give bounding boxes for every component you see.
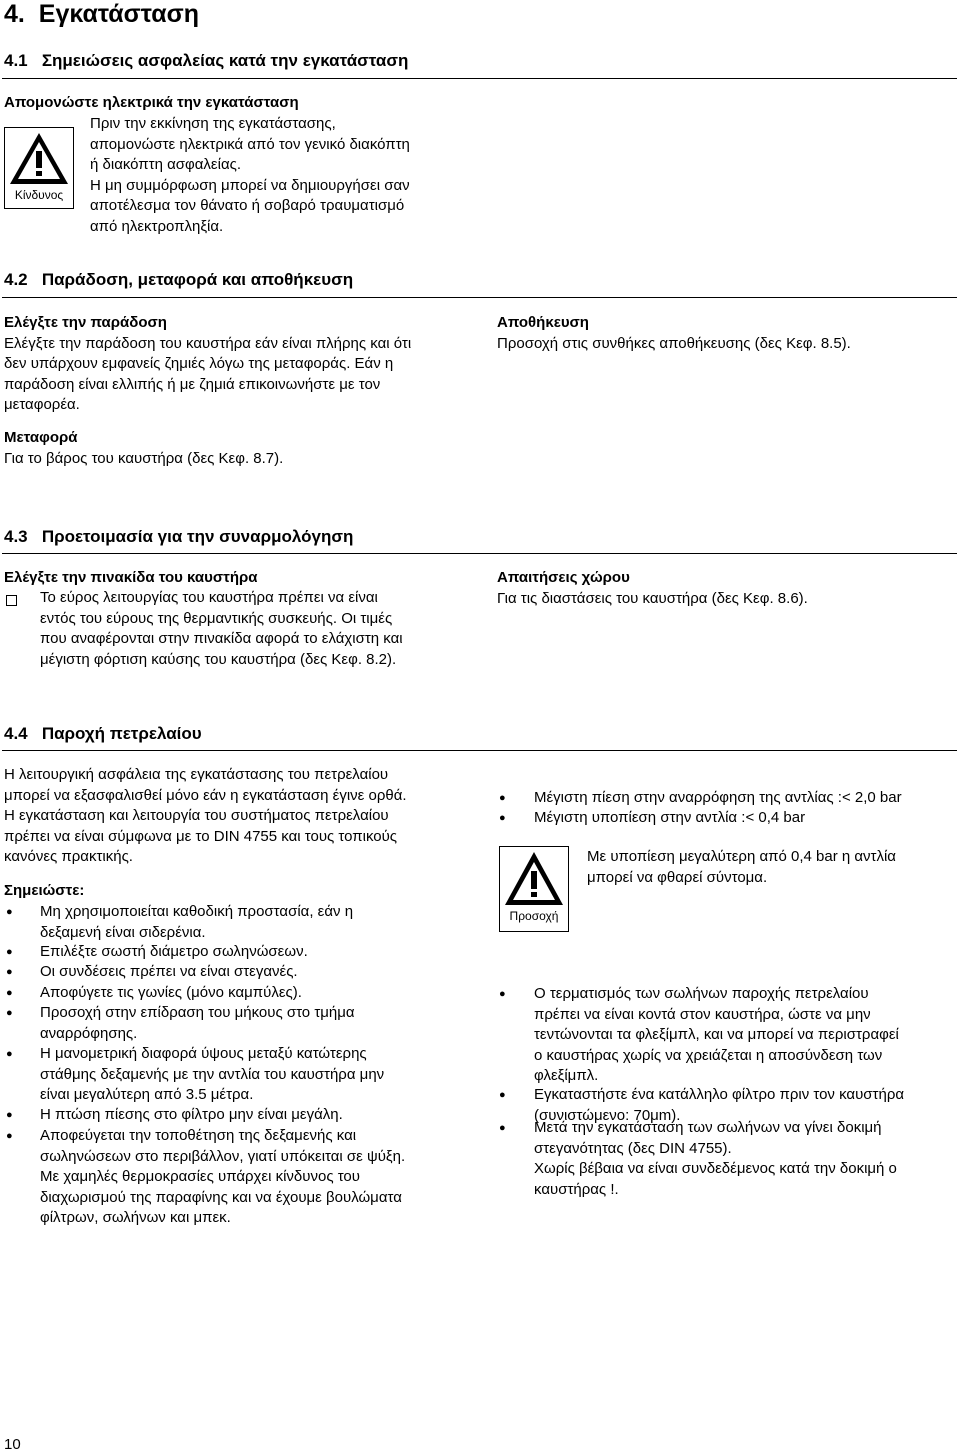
bullet-icon: ● [499,988,506,1000]
section-4-3-heading [4,527,353,547]
bullet-icon: ● [6,946,13,958]
list-item [534,984,899,1087]
chapter-heading [4,0,199,29]
text-line: πρέπει να είναι σύμφωνα με το DIN 4755 και τους τοπικούς [4,827,398,845]
section-divider [2,553,957,554]
caution-warning-box [499,846,569,932]
danger-warning-icon [5,128,73,190]
section-title: Παράδοση, μεταφορά και αποθήκευση [41,270,354,289]
text-line: Το εύρος λειτουργίας του καυστήρα πρέπει να είναι [40,589,378,606]
text-line: δεξαμενή είναι σιδερένια. [40,923,206,941]
text-line: Η λειτουργική ασφάλεια της εγκατάστασης του πετρελαίου [4,766,389,783]
list-item: Μέγιστη πίεση στην αναρρόφηση της αντλίας :< 2,0 bar [534,789,902,806]
bullet-icon: ● [6,1048,13,1060]
text-line: Η μανομετρική διαφορά ύψους μεταξύ κατώτερης [40,1045,367,1062]
bullet-icon: ● [499,812,506,824]
note-heading: Σημειώστε: [4,882,85,899]
list-item [40,902,353,943]
bullet-icon: ● [499,1122,506,1134]
text-line: κανόνες πρακτικής. [4,848,133,865]
text-line: Η εγκατάσταση και λειτουργία του συστήματος πετρελαίου [4,807,389,824]
text-line: Με υποπίεση μεγαλύτερη από 0,4 bar η αντλία [587,848,896,865]
section-divider [2,750,957,751]
list-item: Οι συνδέσεις πρέπει να είναι στεγανές. [40,963,298,980]
text-line: ή διακόπτη ασφαλείας. [90,156,242,173]
text-line: Με χαμηλές θερμοκρασίες υπάρχει κίνδυνος του [40,1168,360,1185]
text-line: Χωρίς βέβαια να είναι συνδεδέμενος κατά την δοκιμή ο [534,1160,897,1177]
text-line: Αποφεύγεται την τοποθέτηση της δεξαμενής και [40,1127,357,1144]
transport-block [4,428,283,469]
chapter-number: 4. [4,0,25,28]
text-line: φίλτρων, σωλήνων και μπεκ. [40,1209,231,1226]
text-line: φλεξίμπλ. [534,1067,599,1084]
oil-intro [4,765,479,868]
text-line: Ελέγξτε την παράδοση του καυστήρα εάν είναι πλήρης και ότι [4,334,412,352]
space-block [497,568,808,609]
storage-block [497,313,851,354]
section-number: 4.4 [4,724,28,743]
text-line: (συνιστώμενο: 70μm). [534,1106,681,1124]
check-delivery-block [4,313,474,416]
section-title: Προετοιμασία για την συναρμολόγηση [41,527,354,546]
text-line: τεντώνονται τα φλεξίμπλ, και να μπορεί να περιστραφεί [534,1026,899,1043]
checkbox-square-icon [6,595,17,606]
text-line: δεν υπάρχουν εμφανείς ζημιές λόγω της μεταφοράς. Εάν η [4,355,394,372]
text-line: μπορεί να φθαρεί σύντομα. [587,868,768,886]
list-item [40,1003,355,1044]
section-4-4-heading [4,724,202,744]
bullet-icon: ● [6,987,13,999]
text-line: Πριν την εκκίνηση της εγκατάστασης, [90,115,336,132]
list-item: Αποφύγετε τις γωνίες (μόνο καμπύλες). [40,984,302,1001]
text-line: Προσοχή στην επίδραση του μήκους στο τμήμα [40,1004,355,1021]
text-line: απομονώστε ηλεκτρικά από τον γενικό διακόπτη [90,135,410,153]
check-delivery-heading: Ελέγξτε την παράδοση [4,314,167,331]
plate-heading: Ελέγξτε την πινακίδα του καυστήρα [4,569,258,586]
text-line: που αναφέρονται στην πινακίδα αφορά το ελάχιστη και [40,630,403,647]
text-line: εντός του εύρους της θερμαντικής συσκευής. Οι τιμές [40,609,393,627]
list-item [40,1044,384,1106]
page-number: 10 [4,1436,21,1453]
list-item: Η πτώση πίεσης στο φίλτρο μην είναι μεγάλη. [40,1106,343,1123]
text-line: παράδοση είναι ελλιπής ή με ζημιά επικοινωνήστε με τον [4,375,381,393]
danger-warning-box [4,127,74,209]
transport-text: Για το βάρος του καυστήρα (δες Κεφ. 8.7). [4,449,284,467]
text-line: μέγιστη φόρτιση καύσης του καυστήρα (δες Κεφ. 8.2). [40,650,397,668]
chapter-title: Εγκατάσταση [38,0,199,28]
list-item [40,1126,405,1229]
text-line: μεταφορέα. [4,396,80,413]
caution-text [587,847,896,888]
space-text: Για τις διαστάσεις του καυστήρα (δες Κεφ. 8.6). [497,589,808,607]
transport-heading: Μεταφορά [4,429,78,446]
section-title: Σημειώσεις ασφαλείας κατά την εγκατάσταση [41,51,409,70]
text-line: αποτέλεσμα τον θάνατο ή σοβαρό τραυματισμό [90,197,405,214]
text-line: Εγκαταστήστε ένα κατάλληλο φίλτρο πριν τον καυστήρα [534,1086,905,1103]
text-line: μπορεί να εξασφαλισθεί μόνο εάν η εγκατάσταση έγινε ορθά. [4,786,407,804]
text-line: αναρρόφησης. [40,1024,138,1042]
text-line: πρέπει να είναι κοντά στον καυστήρα, ώστε να μην [534,1005,871,1023]
text-line: στεγανότητας (δες DIN 4755). [534,1139,732,1157]
bullet-icon: ● [6,1130,13,1142]
storage-text: Προσοχή στις συνθήκες αποθήκευσης (δες Κεφ. 8.5). [497,334,851,352]
bullet-icon: ● [6,1109,13,1121]
caution-warning-icon [500,847,568,911]
section-number: 4.2 [4,270,28,289]
bullet-icon: ● [6,906,13,918]
text-line: διαχωρισμού της παραφίνης και να έχουμε βουλώματα [40,1188,402,1206]
isolate-text [90,114,410,237]
caution-label: Προσοχή [509,909,559,923]
list-item [534,1118,897,1200]
text-line: καυστήρας !. [534,1180,619,1198]
storage-heading: Αποθήκευση [497,314,589,331]
bullet-icon: ● [6,966,13,978]
space-heading: Απαιτήσεις χώρου [497,569,630,586]
section-divider [2,78,957,79]
bullet-icon: ● [499,1089,506,1101]
text-line: από ηλεκτροπληξία. [90,217,224,235]
text-line: σωληνώσεων στο περιβάλλον, γιατί υπόκειται σε ψύξη. [40,1147,406,1165]
text-line: Η μη συμμόρφωση μπορεί να δημιουργήσει σαν [90,176,410,194]
section-number: 4.1 [4,51,28,70]
text-line: στάθμης δεξαμενής με την αντλία του καυστήρα μην [40,1065,385,1083]
isolate-subheading: Απομονώστε ηλεκτρικά την εγκατάσταση [4,94,299,111]
danger-label: Κίνδυνος [14,188,64,202]
section-number: 4.3 [4,527,28,546]
list-item: Μέγιστη υποπίεση στην αντλία :< 0,4 bar [534,809,806,826]
text-line: Μετά την εγκατάσταση των σωλήνων να γίνει δοκιμή [534,1119,882,1136]
plate-text [40,588,403,670]
text-line: ο καυστήρας χωρίς να χρειάζεται η αποσύνδεση των [534,1046,883,1064]
list-item: Επιλέξτε σωστή διάμετρο σωληνώσεων. [40,943,308,960]
text-line: είναι μεγαλύτερη από 3.5 μέτρα. [40,1086,254,1103]
section-divider [2,297,957,298]
text-line: Μη χρησιμοποιείται καθοδική προστασία, εάν η [40,903,354,920]
bullet-icon: ● [6,1007,13,1019]
section-4-1-heading [4,51,408,71]
section-4-2-heading [4,270,353,290]
section-title: Παροχή πετρελαίου [41,724,202,743]
text-line: Ο τερματισμός των σωλήνων παροχής πετρελαίου [534,985,869,1002]
bullet-icon: ● [499,792,506,804]
